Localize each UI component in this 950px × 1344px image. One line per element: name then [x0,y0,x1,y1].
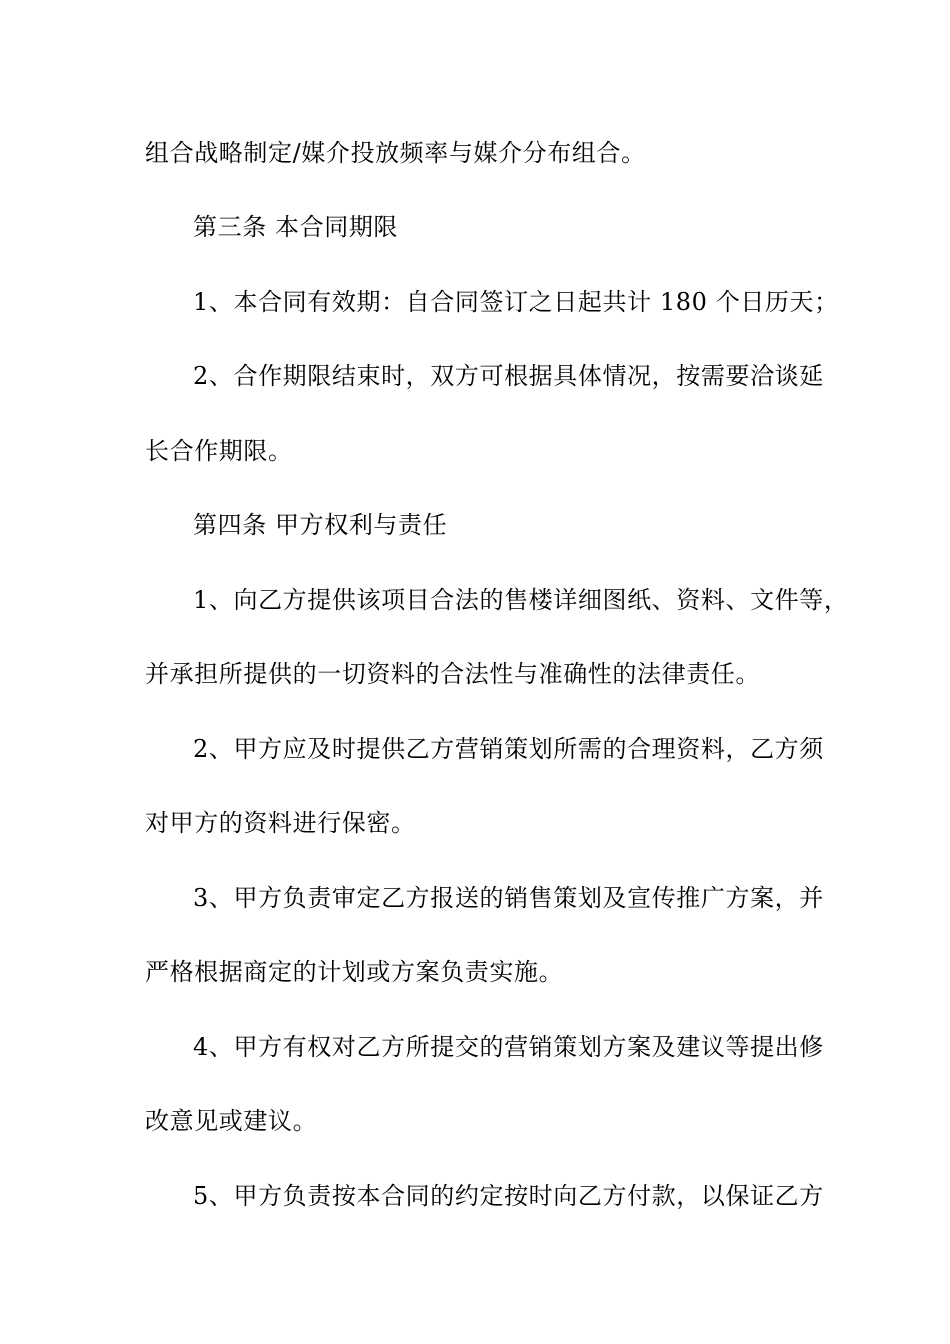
section-heading: 第四条 甲方权利与责任 [193,511,448,539]
text-line: 3、甲方负责审定乙方报送的销售策划及宣传推广方案，并 [193,884,824,912]
section-heading: 第三条 本合同期限 [193,213,399,241]
text-line: 1、本合同有效期：自合同签订之日起共计 180 个日历天； [193,288,839,316]
text-line: 对甲方的资料进行保密。 [145,809,416,837]
text-line: 1、向乙方提供该项目合法的售楼详细图纸、资料、文件等， [193,586,849,614]
text-line: 并承担所提供的一切资料的合法性与准确性的法律责任。 [145,660,760,688]
text-line: 2、甲方应及时提供乙方营销策划所需的合理资料，乙方须 [193,735,824,763]
text-line: 组合战略制定/媒介投放频率与媒介分布组合。 [145,139,646,167]
text-line: 2、合作期限结束时，双方可根据具体情况，按需要洽谈延 [193,362,824,390]
text-line: 改意见或建议。 [145,1107,318,1135]
text-line: 5、甲方负责按本合同的约定按时向乙方付款，以保证乙方 [193,1182,824,1210]
text-line: 4、甲方有权对乙方所提交的营销策划方案及建议等提出修 [193,1033,824,1061]
text-line: 长合作期限。 [145,437,293,465]
text-line: 严格根据商定的计划或方案负责实施。 [145,958,564,986]
